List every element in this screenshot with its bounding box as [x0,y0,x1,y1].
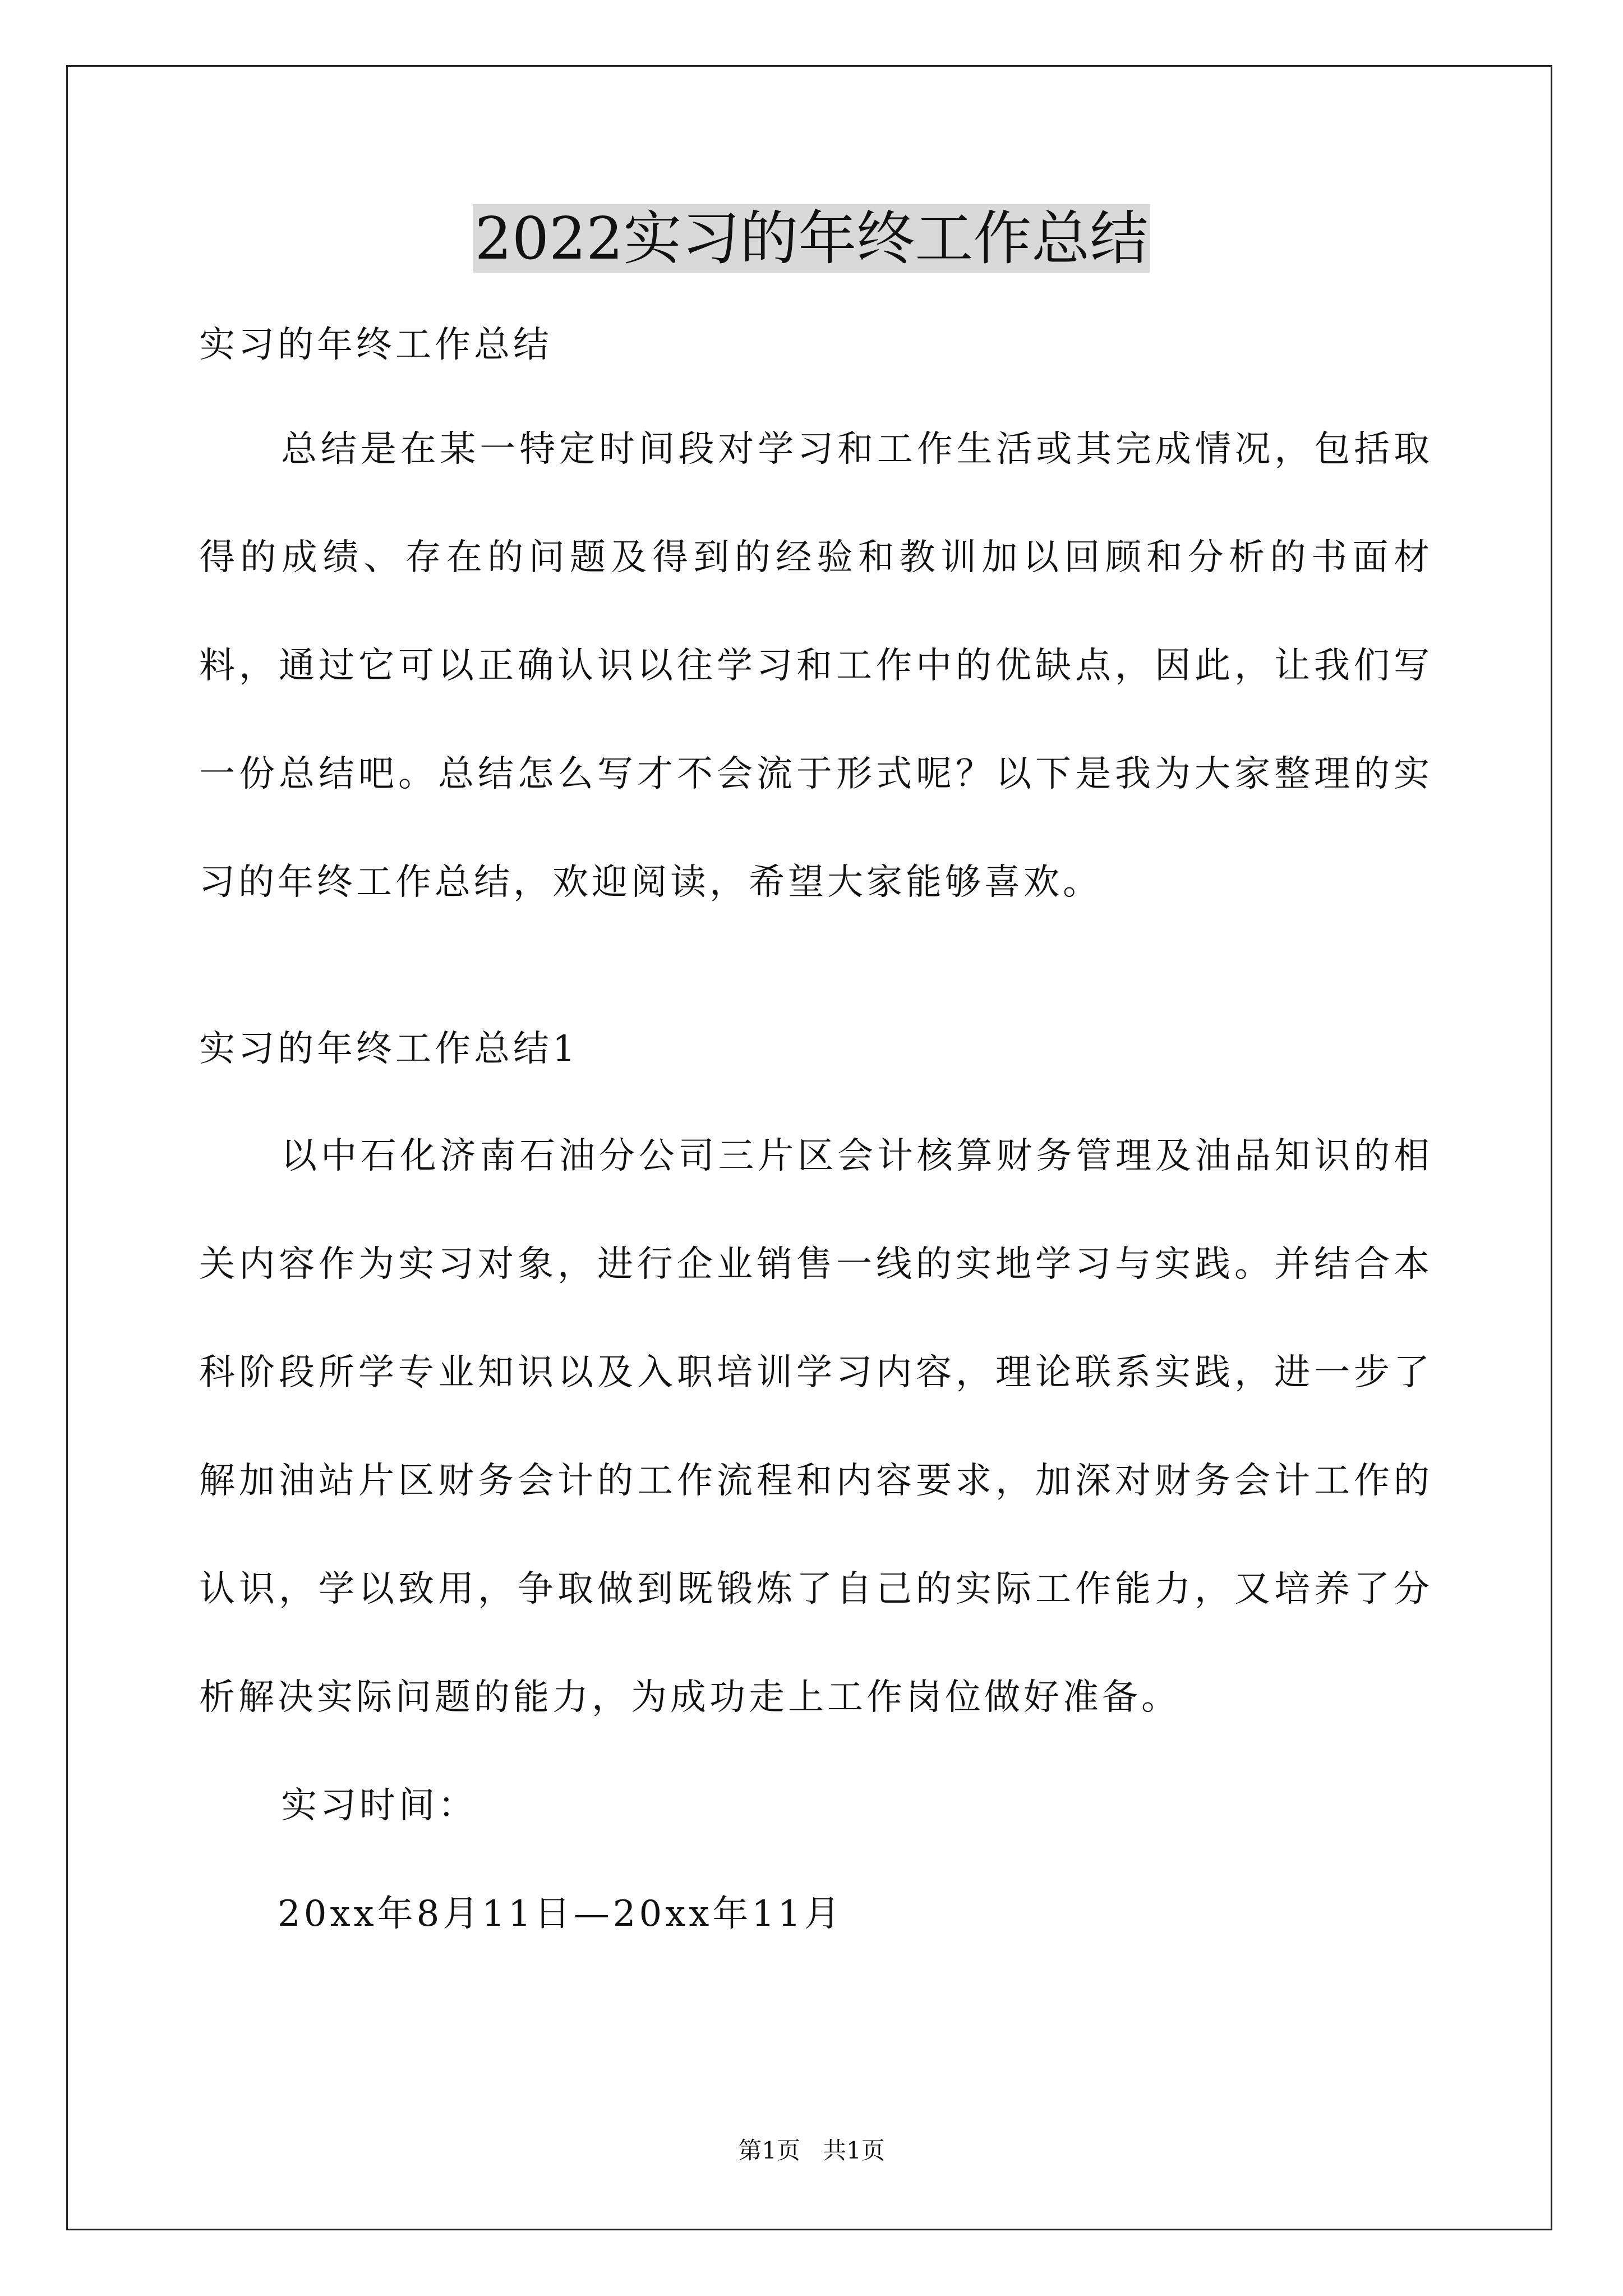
time-value: 20xx年8月11日—20xx年11月 [278,1893,843,1935]
time-label: 实习时间： [281,1785,477,1826]
page-number: 第1页 [738,2137,800,2164]
document-title-text: 2022实习的年终工作总结 [473,204,1151,273]
page-footer [0,2134,1623,2168]
document-subtitle: 实习的年终工作总结 [199,324,552,366]
section-paragraph: 以中石化济南石油分公司三片区会计核算财务管理及油品知识的相关内容作为实习对象，进行企业销售一线的实地学习与实践。并结合本科阶段所学专业知识以及入职培训学习内容，理论联系实践，进一步了解加油站片区财务会计的工作流程和内容要求，加深对财务会计工作的认识，学以致用，争取做到既锻炼了自己的实际工作能力，又培养了分析解决实际问题的能力，为成功走上工作岗位做好准备。 [199,1135,1433,1718]
section-heading: 实习的年终工作总结1 [199,1028,579,1070]
document-title [0,202,1623,275]
intro-paragraph: 总结是在某一特定时间段对学习和工作生活或其完成情况，包括取得的成绩、存在的问题及得到的经验和教训加以回顾和分析的书面材料，通过它可以正确认识以往学习和工作中的优缺点，因此，让我们写一份总结吧。总结怎么写才不会流于形式呢？以下是我为大家整理的实习的年终工作总结，欢迎阅读，希望大家能够喜欢。 [199,429,1433,903]
page-total: 共1页 [823,2137,885,2164]
document-body [199,317,1433,1968]
